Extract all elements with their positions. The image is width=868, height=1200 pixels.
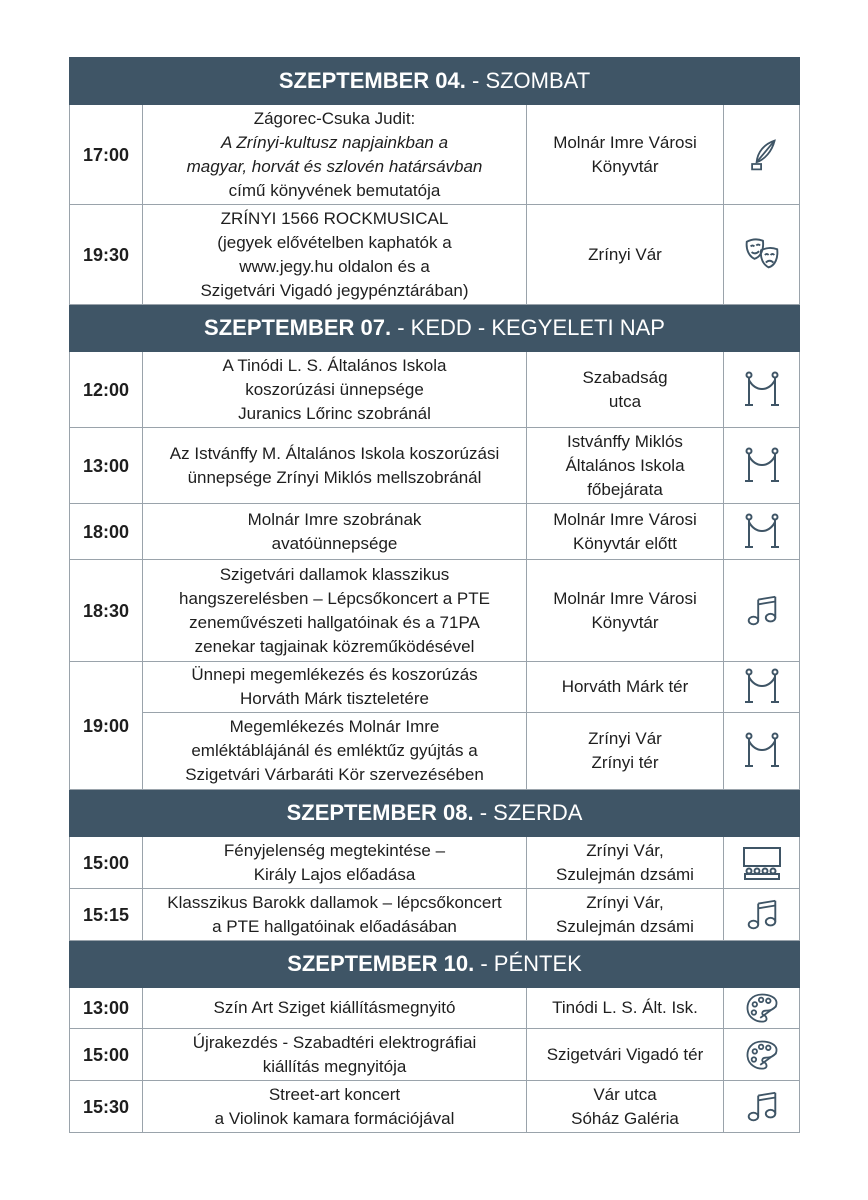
event-row <box>70 1029 800 1081</box>
event-time: 17:00 <box>70 105 143 205</box>
event-place: Istvánffy Miklós Általános Iskola főbejárata <box>527 428 724 504</box>
event-time: 18:00 <box>70 504 143 560</box>
day-date: SZEPTEMBER 07. <box>204 315 392 340</box>
event-place: Zrínyi Vár <box>527 205 724 305</box>
event-title: Az Istvánffy M. Általános Iskola koszorúzási ünnepsége Zrínyi Miklós mellszobránál <box>143 428 527 504</box>
event-place: Molnár Imre Városi Könyvtár <box>527 560 724 662</box>
event-title: Újrakezdés - Szabadtéri elektrográfiai kiállítás megnyitója <box>143 1029 527 1081</box>
event-title: Megemlékezés Molnár Imre emléktáblájánál és emléktűz gyújtás a Szigetvári Várbaráti Kör szervezésében <box>143 713 527 790</box>
day-weekday: - PÉNTEK <box>474 951 582 976</box>
event-title: Szín Art Sziget kiállításmegnyitó <box>143 988 527 1029</box>
event-place: Szigetvári Vigadó tér <box>527 1029 724 1081</box>
day-weekday: - SZOMBAT <box>465 68 591 93</box>
day-date: SZEPTEMBER 04. <box>278 68 466 93</box>
event-row <box>70 662 800 713</box>
event-title: Szigetvári dallamok klasszikus hangszerelésben – Lépcsőkoncert a PTE zeneművészeti hallgatóinak és a 71PA zenekar tagjainak közreműködésével <box>143 560 527 662</box>
event-title: Fényjelenség megtekintése – Király Lajos előadása <box>143 837 527 889</box>
event-place: Horváth Márk tér <box>527 662 724 713</box>
event-time: 15:00 <box>70 837 143 889</box>
event-row <box>70 205 800 305</box>
stanchion-rope-icon <box>724 713 800 790</box>
event-row <box>70 713 800 790</box>
event-row <box>70 105 800 205</box>
music-notes-icon <box>724 1081 800 1133</box>
event-time: 13:00 <box>70 988 143 1029</box>
stanchion-rope-icon <box>724 504 800 560</box>
event-row <box>70 988 800 1029</box>
event-title: Klasszikus Barokk dallamok – lépcsőkoncert a PTE hallgatóinak előadásában <box>143 889 527 941</box>
stanchion-rope-icon <box>724 662 800 713</box>
event-place: Tinódi L. S. Ált. Isk. <box>527 988 724 1029</box>
event-row <box>70 1081 800 1133</box>
theater-masks-icon <box>724 205 800 305</box>
event-place: Molnár Imre Városi Könyvtár <box>527 105 724 205</box>
event-row <box>70 428 800 504</box>
paint-palette-icon <box>724 988 800 1029</box>
event-title: A Tinódi L. S. Általános Iskola koszorúzási ünnepsége Juranics Lőrinc szobránál <box>143 352 527 428</box>
event-time: 12:00 <box>70 352 143 428</box>
event-place: Vár utca Sóház Galéria <box>527 1081 724 1133</box>
day-date: SZEPTEMBER 08. <box>286 800 474 825</box>
day-header-sep-10 <box>70 941 800 988</box>
event-title: Ünnepi megemlékezés és koszorúzás Horváth Márk tiszteletére <box>143 662 527 713</box>
event-time: 15:00 <box>70 1029 143 1081</box>
cinema-audience-icon <box>724 837 800 889</box>
stanchion-rope-icon <box>724 428 800 504</box>
event-time: 15:30 <box>70 1081 143 1133</box>
event-time: 19:00 <box>70 662 143 790</box>
event-row <box>70 560 800 662</box>
event-place: Zrínyi Vár, Szulejmán dzsámi <box>527 889 724 941</box>
program-table <box>69 57 800 1133</box>
event-place: Szabadság utca <box>527 352 724 428</box>
music-notes-icon <box>724 889 800 941</box>
day-weekday: - SZERDA <box>473 800 583 825</box>
event-place: Zrínyi Vár, Szulejmán dzsámi <box>527 837 724 889</box>
event-time: 13:00 <box>70 428 143 504</box>
day-header-sep-07 <box>70 305 800 352</box>
event-time: 15:15 <box>70 889 143 941</box>
event-title: Molnár Imre szobrának avatóünnepsége <box>143 504 527 560</box>
event-row <box>70 837 800 889</box>
event-row <box>70 889 800 941</box>
event-title: ZRÍNYI 1566 ROCKMUSICAL (jegyek elővételben kaphatók a www.jegy.hu oldalon és a Szigetvári Vigadó jegypénztárában) <box>143 205 527 305</box>
stanchion-rope-icon <box>724 352 800 428</box>
event-place: Zrínyi Vár Zrínyi tér <box>527 713 724 790</box>
event-title: Street-art koncert a Violinok kamara formációjával <box>143 1081 527 1133</box>
event-row <box>70 504 800 560</box>
event-place: Molnár Imre Városi Könyvtár előtt <box>527 504 724 560</box>
music-notes-icon <box>724 560 800 662</box>
event-time: 18:30 <box>70 560 143 662</box>
paint-palette-icon <box>724 1029 800 1081</box>
day-header-sep-04 <box>70 58 800 105</box>
day-header-sep-08 <box>70 790 800 837</box>
event-row <box>70 352 800 428</box>
event-time: 19:30 <box>70 205 143 305</box>
quill-inkwell-icon <box>724 105 800 205</box>
day-weekday: - KEDD - KEGYELETI NAP <box>391 315 665 340</box>
event-title: Zágorec-Csuka Judit: A Zrínyi-kultusz napjainkban a magyar, horvát és szlovén határsávban című könyvének bemutatója <box>143 105 527 205</box>
day-date: SZEPTEMBER 10. <box>287 951 475 976</box>
